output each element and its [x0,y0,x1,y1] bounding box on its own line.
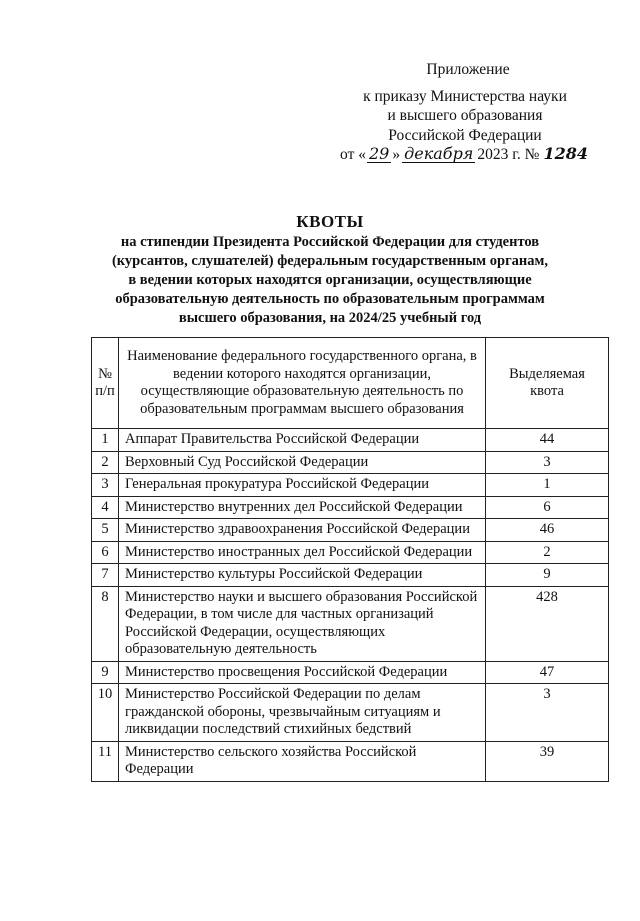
row-number: 2 [92,451,119,474]
title-heading: КВОТЫ [296,212,364,231]
table-row [92,474,609,497]
table-row [92,451,609,474]
table-row [92,741,609,781]
header-number: № п/п [92,338,119,429]
row-organ-name: Министерство внутренних дел Российской Федерации [119,496,486,519]
header-quota: Выделяемая квота [486,338,609,429]
row-organ-name: Министерство Российской Федерации по делам гражданской обороны, чрезвычайным ситуациям и ликвидации последствий стихийных бедствий [119,684,486,742]
row-quota: 9 [486,564,609,587]
table-row [92,564,609,587]
table-row [92,661,609,684]
title-line-5: высшего образования, на 2024/25 учебный год [178,310,482,326]
table-row [92,541,609,564]
row-organ-name: Министерство культуры Российской Федерации [119,564,486,587]
row-number: 5 [92,519,119,542]
appendix-block [330,60,600,165]
date-day: 29 [368,144,390,163]
document-title [60,211,600,328]
order-date-line [330,145,600,165]
row-organ-name: Министерство просвещения Российской Федерации [119,661,486,684]
order-reference-line-2: и высшего образования [387,107,543,124]
table-row [92,684,609,742]
table-row [92,496,609,519]
row-quota: 3 [486,684,609,742]
row-quota: 1 [486,474,609,497]
row-number: 11 [92,741,119,781]
row-quota: 3 [486,451,609,474]
row-organ-name: Министерство здравоохранения Российской Федерации [119,519,486,542]
appendix-label: Приложение [426,61,510,78]
row-quota: 6 [486,496,609,519]
table-header-row [92,338,609,429]
title-line-2: (курсантов, слушателей) федеральным государственным органам, [111,253,549,269]
order-number: 1284 [543,144,588,163]
row-organ-name: Верховный Суд Российской Федерации [119,451,486,474]
title-line-3: в ведении которых находятся организации, осуществляющие [128,272,532,288]
title-line-1: на стипендии Президента Российской Федерации для студентов [120,234,540,250]
row-organ-name: Аппарат Правительства Российской Федерации [119,429,486,452]
row-number: 3 [92,474,119,497]
table-row [92,519,609,542]
table-row [92,429,609,452]
row-number: 4 [92,496,119,519]
date-month: декабря [404,144,474,163]
row-quota: 44 [486,429,609,452]
row-quota: 2 [486,541,609,564]
quota-table [91,337,609,782]
date-prefix: от « [340,146,366,163]
row-number: 9 [92,661,119,684]
row-quota: 428 [486,586,609,661]
order-reference-line-3: Российской Федерации [388,126,542,144]
row-organ-name: Министерство науки и высшего образования Российской Федерации, в том числе для частных организаций Российской Федерации, осуществляющих образовательную деятельность [119,586,486,661]
row-organ-name: Министерство иностранных дел Российской Федерации [119,541,486,564]
row-quota: 39 [486,741,609,781]
table-row [92,586,609,661]
date-year: 2023 г. № [477,146,540,163]
row-quota: 46 [486,519,609,542]
row-number: 1 [92,429,119,452]
order-reference-line-1: к приказу Министерства науки [363,87,567,105]
row-organ-name: Генеральная прокуратура Российской Федерации [119,474,486,497]
row-number: 7 [92,564,119,587]
header-organ-name: Наименование федерального государственного органа, в ведении которого находятся организации, осуществляющие образовательную деятельность по образовательным программам высшего образования [119,338,486,429]
row-number: 8 [92,586,119,661]
row-quota: 47 [486,661,609,684]
row-number: 6 [92,541,119,564]
row-organ-name: Министерство сельского хозяйства Российской Федерации [119,741,486,781]
date-mid: » [392,146,401,163]
row-number: 10 [92,684,119,742]
title-line-4: образовательную деятельность по образовательным программам [115,291,545,307]
